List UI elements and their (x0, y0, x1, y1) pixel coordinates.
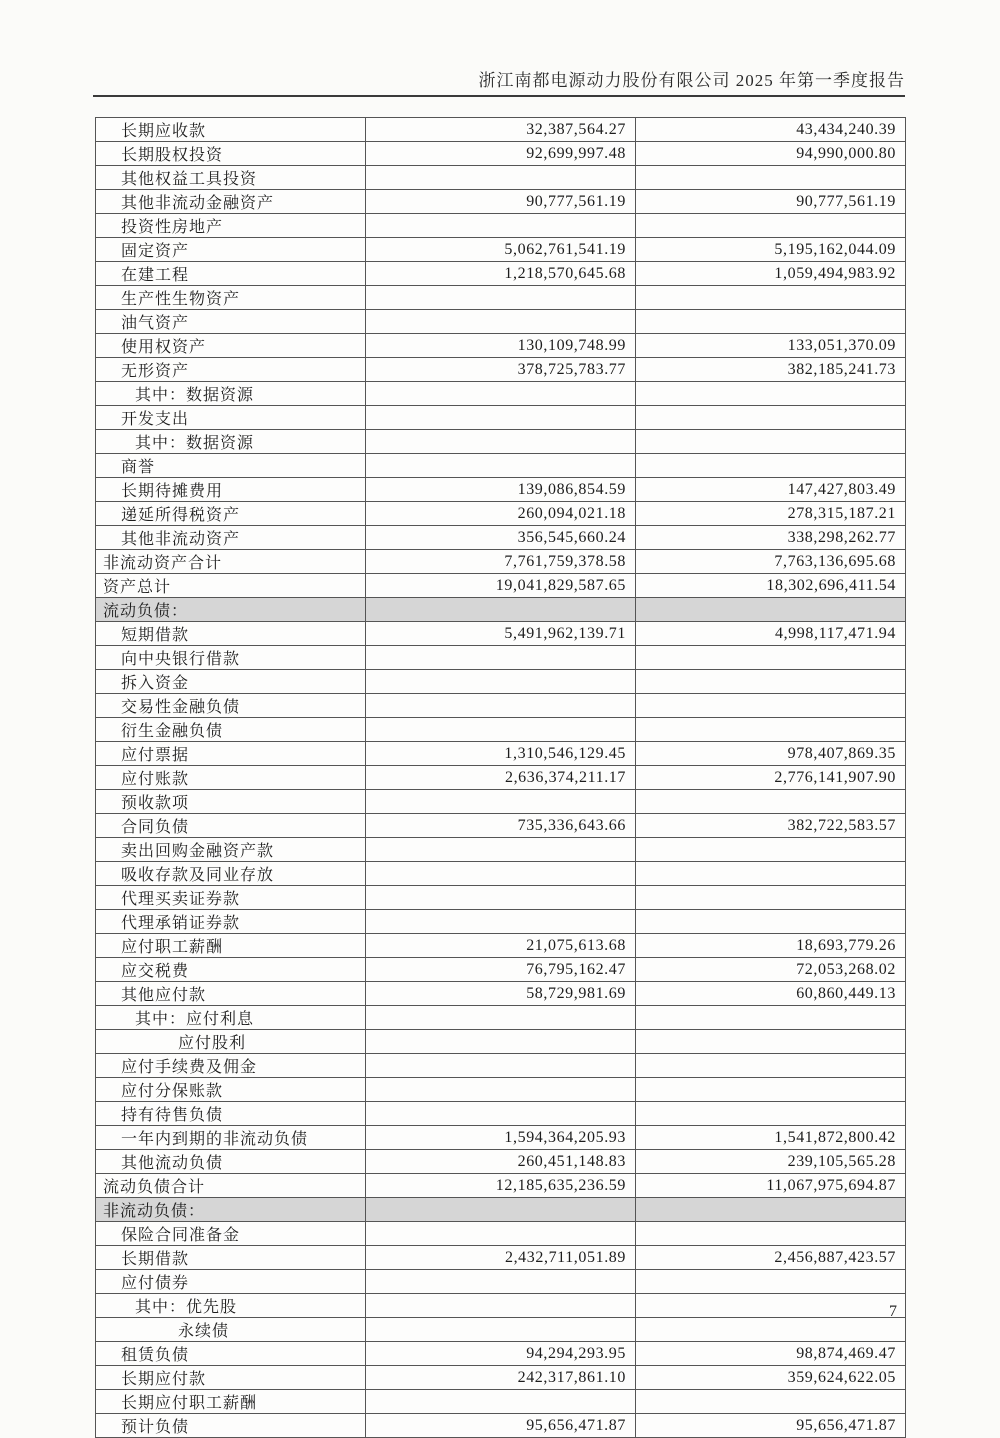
table-row (96, 1006, 906, 1030)
prior-period-amount-cell (636, 910, 906, 934)
table-row (96, 1366, 906, 1390)
prior-period-amount-cell (636, 214, 906, 238)
prior-period-amount-cell: 90,777,561.19 (636, 190, 906, 214)
current-period-amount-cell (366, 310, 636, 334)
current-period-amount-cell (366, 214, 636, 238)
item-label-cell: 长期应付款 (96, 1366, 366, 1390)
current-period-amount-cell (366, 886, 636, 910)
item-label-cell: 保险合同准备金 (96, 1222, 366, 1246)
prior-period-amount-cell (636, 1054, 906, 1078)
item-label-cell: 持有待售负债 (96, 1102, 366, 1126)
item-label-cell: 递延所得税资产 (96, 502, 366, 526)
table-row (96, 1414, 906, 1438)
prior-period-amount-cell (636, 598, 906, 622)
item-label-cell: 合同负债 (96, 814, 366, 838)
table-row (96, 1078, 906, 1102)
page-number: 7 (889, 1303, 897, 1320)
prior-period-amount-cell (636, 646, 906, 670)
prior-period-amount-cell: 338,298,262.77 (636, 526, 906, 550)
prior-period-amount-cell: 4,998,117,471.94 (636, 622, 906, 646)
table-row (96, 1198, 906, 1222)
table-row (96, 502, 906, 526)
table-row (96, 118, 906, 142)
item-label-cell: 长期待摊费用 (96, 478, 366, 502)
item-label-cell: 其他权益工具投资 (96, 166, 366, 190)
current-period-amount-cell (366, 694, 636, 718)
table-row (96, 574, 906, 598)
item-label-cell: 应付分保账款 (96, 1078, 366, 1102)
table-row (96, 358, 906, 382)
table-row (96, 190, 906, 214)
table-row (96, 1150, 906, 1174)
current-period-amount-cell (366, 1270, 636, 1294)
item-label-cell: 应付手续费及佣金 (96, 1054, 366, 1078)
prior-period-amount-cell (636, 1318, 906, 1342)
current-period-amount-cell: 21,075,613.68 (366, 934, 636, 958)
current-period-amount-cell: 5,062,761,541.19 (366, 238, 636, 262)
item-label-cell: 其他非流动资产 (96, 526, 366, 550)
current-period-amount-cell (366, 1222, 636, 1246)
prior-period-amount-cell (636, 1390, 906, 1414)
prior-period-amount-cell: 359,624,622.05 (636, 1366, 906, 1390)
current-period-amount-cell (366, 1030, 636, 1054)
prior-period-amount-cell (636, 1078, 906, 1102)
item-label-cell: 无形资产 (96, 358, 366, 382)
item-label-cell: 交易性金融负债 (96, 694, 366, 718)
current-period-amount-cell (366, 406, 636, 430)
item-label-cell: 应付债券 (96, 1270, 366, 1294)
table-row (96, 454, 906, 478)
item-label-cell: 非流动负债： (96, 1198, 366, 1222)
table-row (96, 598, 906, 622)
current-period-amount-cell: 5,491,962,139.71 (366, 622, 636, 646)
table-row (96, 934, 906, 958)
prior-period-amount-cell: 147,427,803.49 (636, 478, 906, 502)
item-label-cell: 预计负债 (96, 1414, 366, 1438)
table-row (96, 286, 906, 310)
prior-period-amount-cell (636, 430, 906, 454)
current-period-amount-cell: 2,432,711,051.89 (366, 1246, 636, 1270)
item-label-cell: 卖出回购金融资产款 (96, 838, 366, 862)
prior-period-amount-cell (636, 1198, 906, 1222)
table-row (96, 886, 906, 910)
item-label-cell: 吸收存款及同业存放 (96, 862, 366, 886)
item-label-cell: 长期借款 (96, 1246, 366, 1270)
prior-period-amount-cell: 72,053,268.02 (636, 958, 906, 982)
item-label-cell: 应付账款 (96, 766, 366, 790)
item-label-cell: 其他非流动金融资产 (96, 190, 366, 214)
prior-period-amount-cell: 278,315,187.21 (636, 502, 906, 526)
prior-period-amount-cell: 382,722,583.57 (636, 814, 906, 838)
table-row (96, 1222, 906, 1246)
prior-period-amount-cell (636, 838, 906, 862)
table-row (96, 166, 906, 190)
prior-period-amount-cell: 43,434,240.39 (636, 118, 906, 142)
prior-period-amount-cell: 2,776,141,907.90 (636, 766, 906, 790)
prior-period-amount-cell (636, 1294, 906, 1318)
prior-period-amount-cell: 18,302,696,411.54 (636, 574, 906, 598)
current-period-amount-cell: 92,699,997.48 (366, 142, 636, 166)
item-label-cell: 固定资产 (96, 238, 366, 262)
item-label-cell: 非流动资产合计 (96, 550, 366, 574)
table-row (96, 622, 906, 646)
current-period-amount-cell: 58,729,981.69 (366, 982, 636, 1006)
item-label-cell: 其中：应付利息 (96, 1006, 366, 1030)
prior-period-amount-cell (636, 886, 906, 910)
prior-period-amount-cell: 94,990,000.80 (636, 142, 906, 166)
item-label-cell: 应交税费 (96, 958, 366, 982)
table-row (96, 478, 906, 502)
table-row (96, 910, 906, 934)
current-period-amount-cell (366, 646, 636, 670)
current-period-amount-cell: 260,451,148.83 (366, 1150, 636, 1174)
item-label-cell: 其中：数据资源 (96, 430, 366, 454)
header-divider-rule (93, 95, 905, 97)
current-period-amount-cell (366, 430, 636, 454)
table-row (96, 1270, 906, 1294)
prior-period-amount-cell (636, 166, 906, 190)
item-label-cell: 生产性生物资产 (96, 286, 366, 310)
item-label-cell: 其他流动负债 (96, 1150, 366, 1174)
prior-period-amount-cell (636, 406, 906, 430)
table-row (96, 742, 906, 766)
item-label-cell: 长期股权投资 (96, 142, 366, 166)
current-period-amount-cell (366, 670, 636, 694)
current-period-amount-cell: 260,094,021.18 (366, 502, 636, 526)
item-label-cell: 代理承销证券款 (96, 910, 366, 934)
current-period-amount-cell (366, 1390, 636, 1414)
item-label-cell: 油气资产 (96, 310, 366, 334)
table-row (96, 382, 906, 406)
item-label-cell: 投资性房地产 (96, 214, 366, 238)
prior-period-amount-cell: 133,051,370.09 (636, 334, 906, 358)
table-row (96, 430, 906, 454)
prior-period-amount-cell (636, 670, 906, 694)
prior-period-amount-cell: 1,541,872,800.42 (636, 1126, 906, 1150)
prior-period-amount-cell (636, 286, 906, 310)
table-row (96, 238, 906, 262)
item-label-cell: 永续债 (96, 1318, 366, 1342)
item-label-cell: 其中：优先股 (96, 1294, 366, 1318)
table-row (96, 214, 906, 238)
item-label-cell: 预收款项 (96, 790, 366, 814)
prior-period-amount-cell (636, 310, 906, 334)
item-label-cell: 在建工程 (96, 262, 366, 286)
table-row (96, 838, 906, 862)
current-period-amount-cell: 2,636,374,211.17 (366, 766, 636, 790)
current-period-amount-cell: 19,041,829,587.65 (366, 574, 636, 598)
table-row (96, 334, 906, 358)
table-row (96, 670, 906, 694)
item-label-cell: 应付股利 (96, 1030, 366, 1054)
current-period-amount-cell (366, 718, 636, 742)
item-label-cell: 商誉 (96, 454, 366, 478)
item-label-cell: 向中央银行借款 (96, 646, 366, 670)
table-row (96, 526, 906, 550)
current-period-amount-cell (366, 1198, 636, 1222)
current-period-amount-cell: 242,317,861.10 (366, 1366, 636, 1390)
current-period-amount-cell (366, 1318, 636, 1342)
current-period-amount-cell (366, 166, 636, 190)
table-row (96, 1342, 906, 1366)
current-period-amount-cell: 139,086,854.59 (366, 478, 636, 502)
current-period-amount-cell (366, 1078, 636, 1102)
prior-period-amount-cell: 382,185,241.73 (636, 358, 906, 382)
report-header-title: 浙江南都电源动力股份有限公司 2025 年第一季度报告 (478, 71, 905, 90)
item-label-cell: 长期应付职工薪酬 (96, 1390, 366, 1414)
table-row (96, 262, 906, 286)
table-row (96, 1246, 906, 1270)
prior-period-amount-cell (636, 718, 906, 742)
table-row (96, 406, 906, 430)
item-label-cell: 租赁负债 (96, 1342, 366, 1366)
item-label-cell: 一年内到期的非流动负债 (96, 1126, 366, 1150)
current-period-amount-cell (366, 790, 636, 814)
current-period-amount-cell (366, 382, 636, 406)
item-label-cell: 流动负债合计 (96, 1174, 366, 1198)
prior-period-amount-cell (636, 862, 906, 886)
balance-sheet-table (95, 117, 906, 1438)
prior-period-amount-cell: 95,656,471.87 (636, 1414, 906, 1438)
table-row (96, 310, 906, 334)
prior-period-amount-cell: 60,860,449.13 (636, 982, 906, 1006)
table-row (96, 1318, 906, 1342)
current-period-amount-cell: 94,294,293.95 (366, 1342, 636, 1366)
current-period-amount-cell: 1,594,364,205.93 (366, 1126, 636, 1150)
current-period-amount-cell: 12,185,635,236.59 (366, 1174, 636, 1198)
table-row (96, 1054, 906, 1078)
prior-period-amount-cell: 1,059,494,983.92 (636, 262, 906, 286)
item-label-cell: 流动负债： (96, 598, 366, 622)
table-row (96, 982, 906, 1006)
prior-period-amount-cell (636, 454, 906, 478)
item-label-cell: 应付职工薪酬 (96, 934, 366, 958)
prior-period-amount-cell (636, 1270, 906, 1294)
current-period-amount-cell (366, 862, 636, 886)
prior-period-amount-cell (636, 382, 906, 406)
current-period-amount-cell: 1,218,570,645.68 (366, 262, 636, 286)
current-period-amount-cell (366, 286, 636, 310)
prior-period-amount-cell: 239,105,565.28 (636, 1150, 906, 1174)
prior-period-amount-cell: 18,693,779.26 (636, 934, 906, 958)
table-row (96, 958, 906, 982)
current-period-amount-cell (366, 1102, 636, 1126)
current-period-amount-cell: 1,310,546,129.45 (366, 742, 636, 766)
table-row (96, 1390, 906, 1414)
prior-period-amount-cell: 2,456,887,423.57 (636, 1246, 906, 1270)
table-row (96, 142, 906, 166)
current-period-amount-cell (366, 1054, 636, 1078)
table-row (96, 1030, 906, 1054)
current-period-amount-cell: 735,336,643.66 (366, 814, 636, 838)
table-row (96, 550, 906, 574)
item-label-cell: 长期应收款 (96, 118, 366, 142)
table-row (96, 694, 906, 718)
current-period-amount-cell (366, 1294, 636, 1318)
item-label-cell: 应付票据 (96, 742, 366, 766)
current-period-amount-cell (366, 1006, 636, 1030)
item-label-cell: 衍生金融负债 (96, 718, 366, 742)
item-label-cell: 使用权资产 (96, 334, 366, 358)
current-period-amount-cell: 90,777,561.19 (366, 190, 636, 214)
prior-period-amount-cell: 978,407,869.35 (636, 742, 906, 766)
table-row (96, 766, 906, 790)
item-label-cell: 其中：数据资源 (96, 382, 366, 406)
prior-period-amount-cell (636, 1030, 906, 1054)
current-period-amount-cell: 356,545,660.24 (366, 526, 636, 550)
prior-period-amount-cell (636, 790, 906, 814)
item-label-cell: 代理买卖证券款 (96, 886, 366, 910)
prior-period-amount-cell: 11,067,975,694.87 (636, 1174, 906, 1198)
prior-period-amount-cell (636, 1006, 906, 1030)
item-label-cell: 短期借款 (96, 622, 366, 646)
table-row (96, 1174, 906, 1198)
prior-period-amount-cell: 7,763,136,695.68 (636, 550, 906, 574)
current-period-amount-cell: 95,656,471.87 (366, 1414, 636, 1438)
current-period-amount-cell (366, 454, 636, 478)
prior-period-amount-cell (636, 694, 906, 718)
current-period-amount-cell: 32,387,564.27 (366, 118, 636, 142)
table-row (96, 646, 906, 670)
current-period-amount-cell: 378,725,783.77 (366, 358, 636, 382)
prior-period-amount-cell: 5,195,162,044.09 (636, 238, 906, 262)
table-row (96, 814, 906, 838)
table-row (96, 1102, 906, 1126)
current-period-amount-cell: 7,761,759,378.58 (366, 550, 636, 574)
item-label-cell: 拆入资金 (96, 670, 366, 694)
current-period-amount-cell (366, 598, 636, 622)
prior-period-amount-cell (636, 1102, 906, 1126)
current-period-amount-cell (366, 838, 636, 862)
prior-period-amount-cell: 98,874,469.47 (636, 1342, 906, 1366)
item-label-cell: 开发支出 (96, 406, 366, 430)
table-row (96, 718, 906, 742)
table-row (96, 862, 906, 886)
current-period-amount-cell (366, 910, 636, 934)
current-period-amount-cell: 130,109,748.99 (366, 334, 636, 358)
current-period-amount-cell: 76,795,162.47 (366, 958, 636, 982)
table-row (96, 1294, 906, 1318)
item-label-cell: 资产总计 (96, 574, 366, 598)
item-label-cell: 其他应付款 (96, 982, 366, 1006)
table-row (96, 790, 906, 814)
prior-period-amount-cell (636, 1222, 906, 1246)
table-row (96, 1126, 906, 1150)
